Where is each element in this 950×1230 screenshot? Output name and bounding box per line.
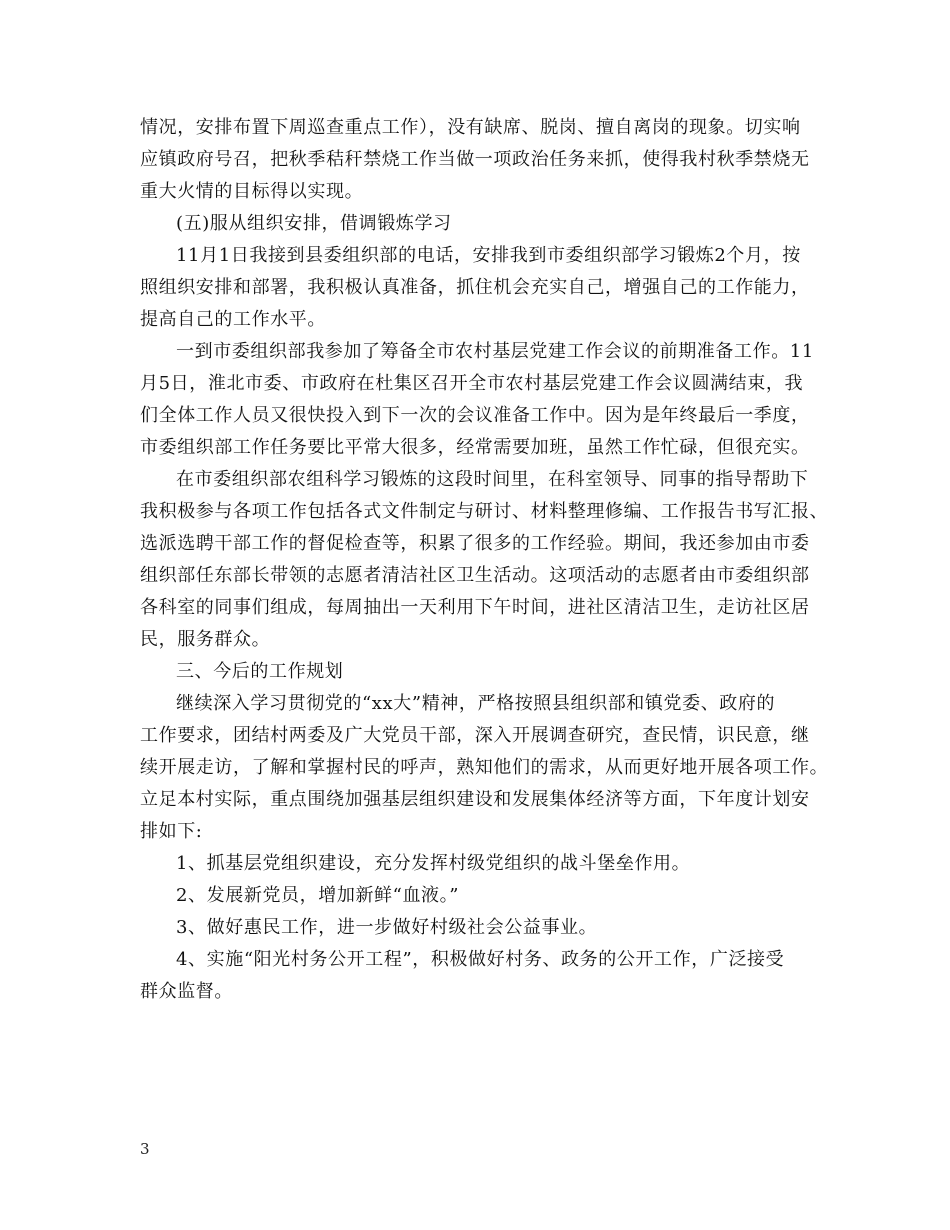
text-line: 重大火情的目标得以实现。 <box>140 181 364 202</box>
text-line: 各科室的同事们组成，每周抽出一天利用下午时间，进社区清洁卫生，走访社区居 <box>140 597 810 618</box>
text-line: 3、做好惠民工作，进一步做好村级社会公益事业。 <box>176 917 598 938</box>
document-body <box>140 112 829 1008</box>
text-line: 4、实施“阳光村务公开工程”，积极做好村务、政务的公开工作，广泛接受 <box>176 949 785 970</box>
text-line: 们全体工作人员又很快投入到下一次的会议准备工作中。因为是年终最后一季度， <box>140 405 810 426</box>
text-line: 立足本村实际，重点围绕加强基层组织建设和发展集体经济等方面，下年度计划安 <box>140 789 810 810</box>
text-line: 三、今后的工作规划 <box>176 661 344 682</box>
page-number: 3 <box>140 1140 150 1158</box>
text-line: 群众监督。 <box>140 981 233 1002</box>
text-line: 在市委组织部农组科学习锻炼的这段时间里，在科室领导、同事的指导帮助下 <box>176 469 809 490</box>
text-line: 市委组织部工作任务要比平常大很多，经常需要加班，虽然工作忙碌，但很充实。 <box>140 437 810 458</box>
text-line: 我积极参与各项工作包括各式文件制定与研讨、材料整理修编、工作报告书写汇报、 <box>140 501 829 522</box>
text-line: 排如下: <box>140 821 203 842</box>
text-line: 继续深入学习贯彻党的“xx大”精神，严格按照县组织部和镇党委、政府的 <box>176 693 776 714</box>
text-line: 提高自己的工作水平。 <box>140 309 326 330</box>
text-line: 情况，安排布置下周巡查重点工作），没有缺席、脱岗、擅自离岗的现象。切实响 <box>140 117 801 138</box>
text-line: 月5日，淮北市委、市政府在杜集区召开全市农村基层党建工作会议圆满结束，我 <box>140 373 804 394</box>
text-line: 民，服务群众。 <box>140 629 271 650</box>
text-line: 应镇政府号召，把秋季秸秆禁烧工作当做一项政治任务来抓，使得我村秋季禁烧无 <box>140 149 810 170</box>
text-line: 一到市委组织部我参加了筹备全市农村基层党建工作会议的前期准备工作。11 <box>176 341 814 362</box>
text-line: 1、抓基层党组织建设，充分发挥村级党组织的战斗堡垒作用。 <box>176 853 691 874</box>
text-line: 选派选聘干部工作的督促检查等，积累了很多的工作经验。期间，我还参加由市委 <box>140 533 810 554</box>
text-line: 11月1日我接到县委组织部的电话，安排我到市委组织部学习锻炼2个月，按 <box>176 245 801 266</box>
text-line: 续开展走访，了解和掌握村民的呼声，熟知他们的需求，从而更好地开展各项工作。 <box>140 757 829 778</box>
text-line: 2、发展新党员，增加新鲜“血液。” <box>176 885 460 906</box>
text-line: 照组织安排和部署，我积极认真准备，抓住机会充实自己，增强自己的工作能力， <box>140 277 810 298</box>
text-line: 工作要求，团结村两委及广大党员干部，深入开展调查研究，查民情，识民意，继 <box>140 725 810 746</box>
text-line: 组织部任东部长带领的志愿者清洁社区卫生活动。这项活动的志愿者由市委组织部 <box>140 565 810 586</box>
text-line: (五)服从组织安排，借调锻炼学习 <box>176 213 452 234</box>
